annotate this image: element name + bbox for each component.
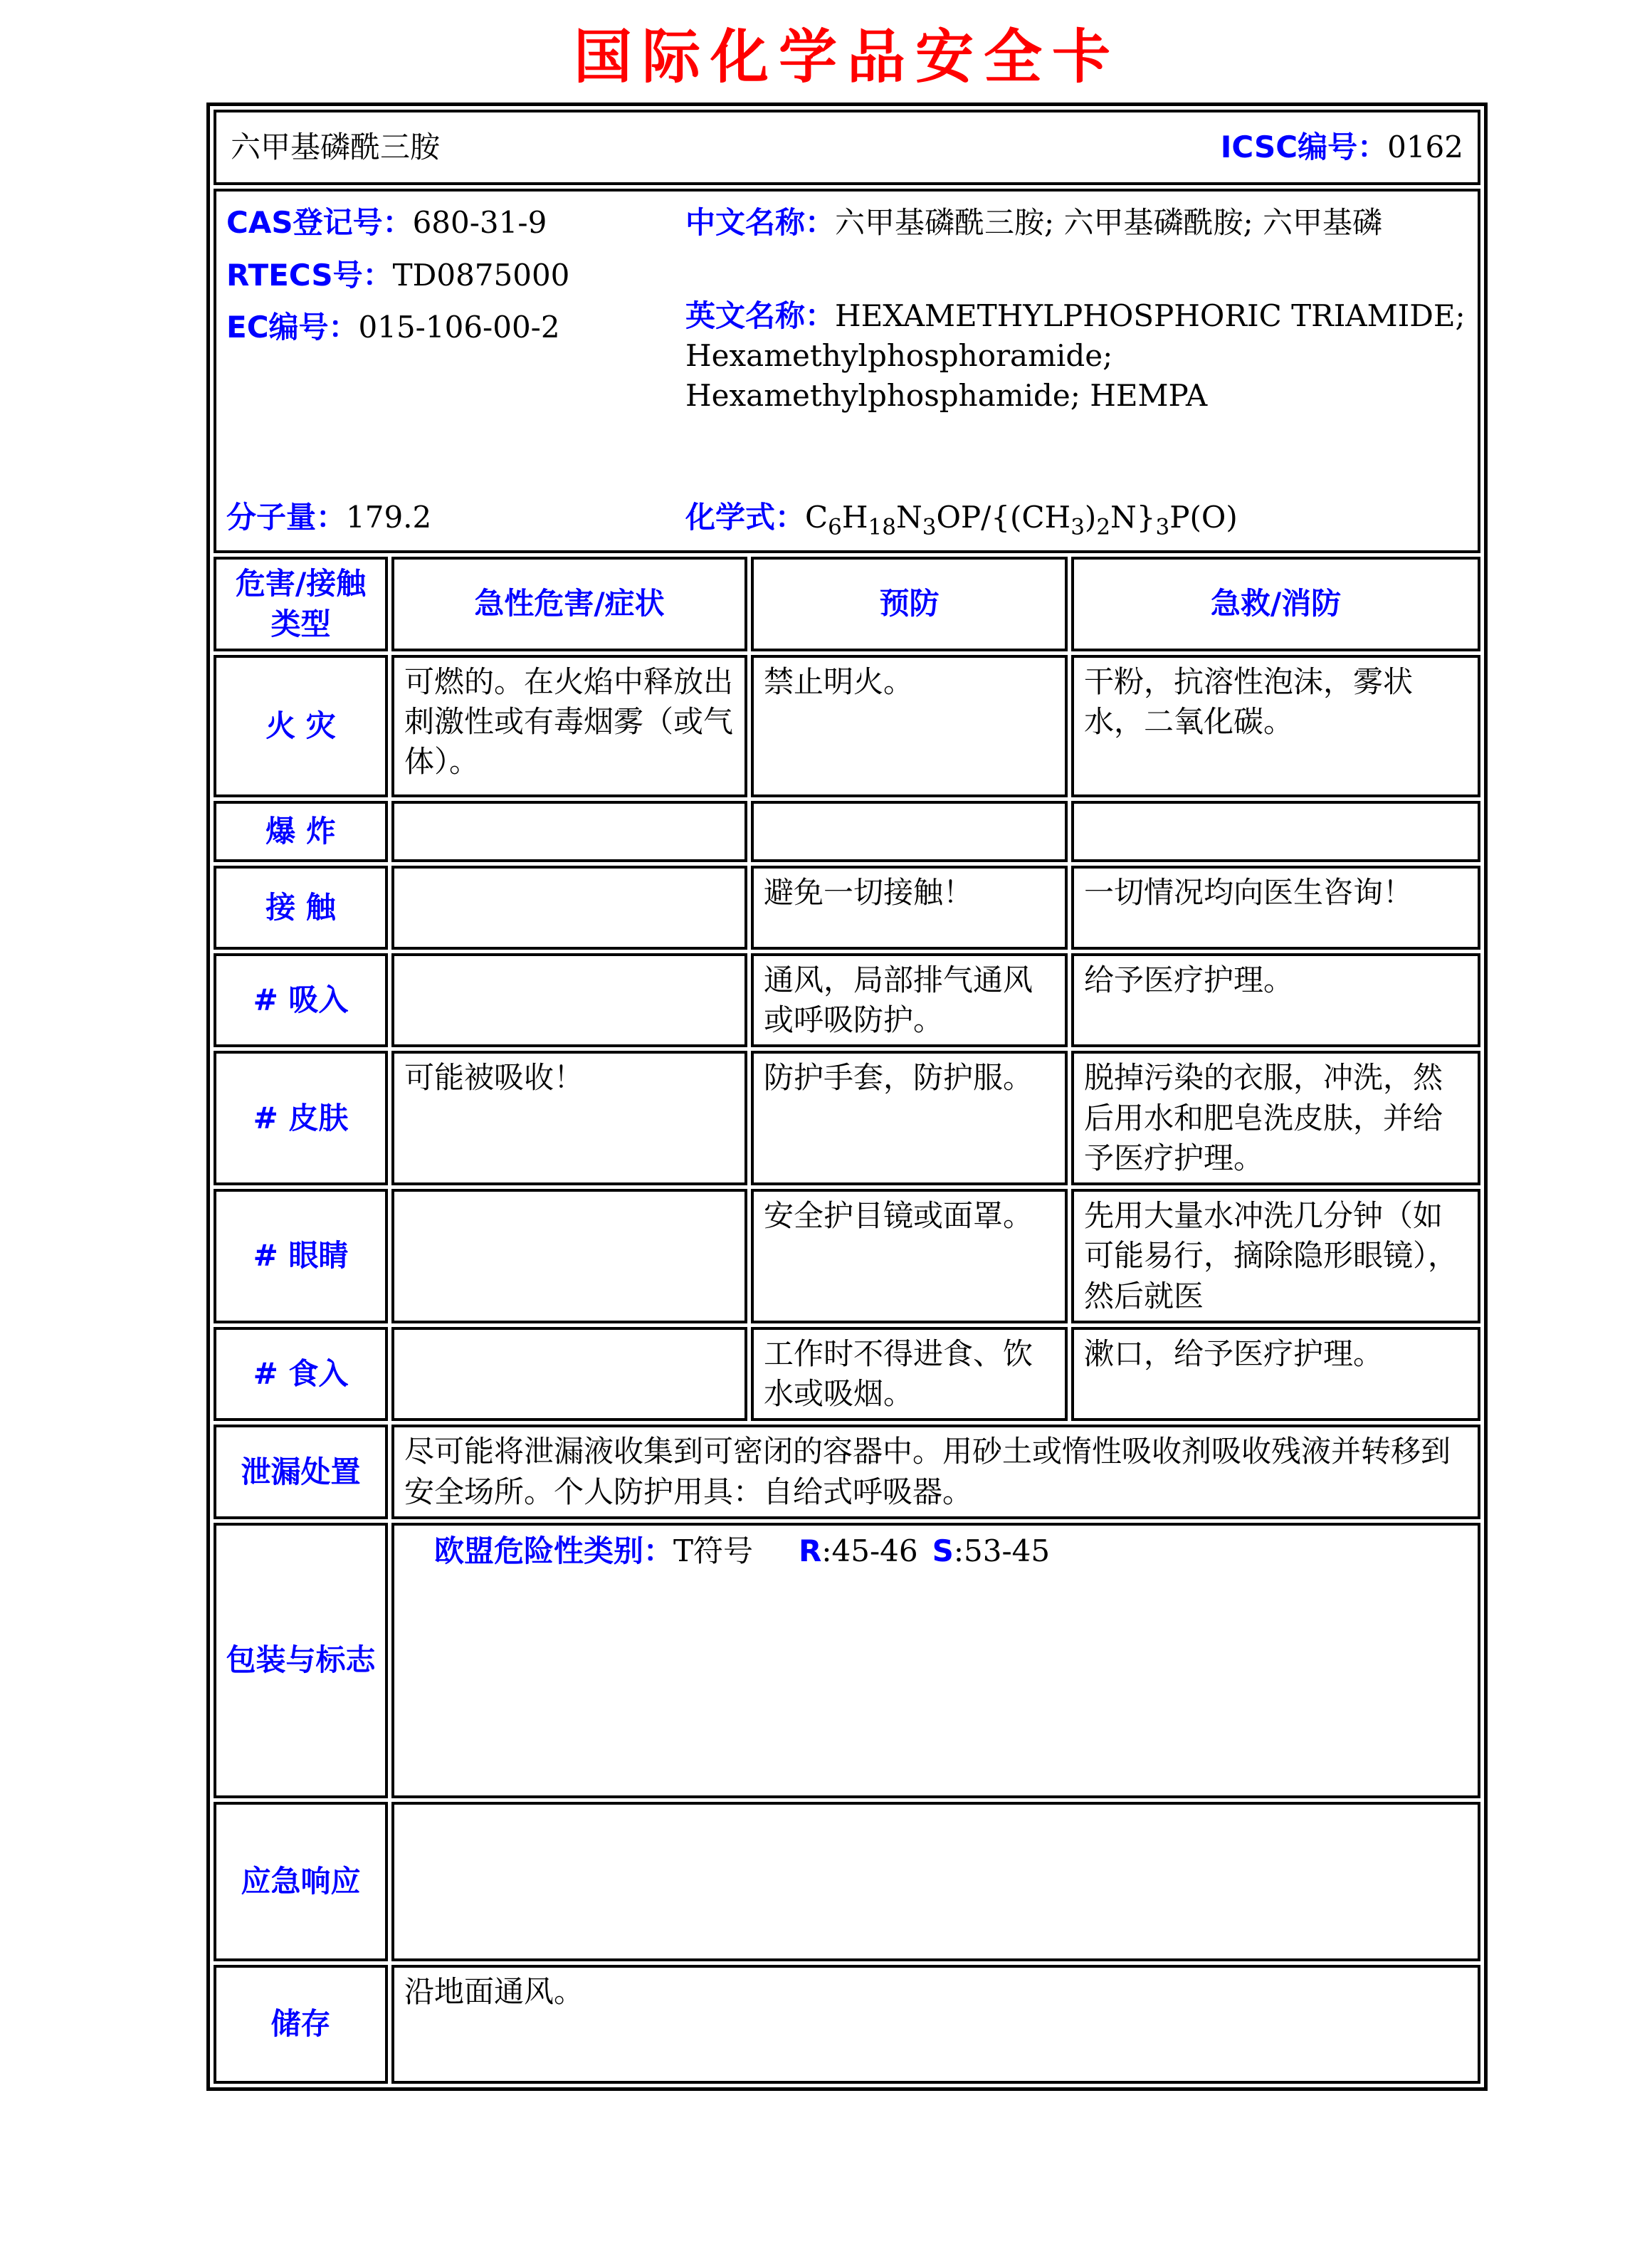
header-prevention: 预防: [751, 557, 1068, 651]
chemical-formula-label: 化学式：: [685, 500, 806, 535]
chemical-formula-value: $C_6H_{18}N_3OP/\{(CH_3)_2N\}_3P(O)$: [805, 500, 1238, 540]
molecular-weight-value: 179.2: [346, 500, 432, 535]
chinese-name-label: 中文名称：: [685, 205, 836, 241]
skin-symptoms: 可能被吸收！: [391, 1051, 747, 1185]
ec-number-label: EC编号：: [226, 309, 359, 345]
english-name-label: 英文名称：: [685, 298, 836, 333]
skin-first-aid: 脱掉污染的衣服，冲洗，然后用水和肥皂洗皮肤，并给予医疗护理。: [1071, 1051, 1480, 1185]
rtecs-number-line: [226, 256, 685, 295]
inhalation-symptoms: [391, 953, 747, 1048]
ingestion-label: # 食入: [214, 1327, 388, 1422]
ingestion-first-aid: 漱口，给予医疗护理。: [1071, 1327, 1480, 1422]
english-name-line2: Hexamethylphosphoramide;: [685, 337, 1113, 373]
eyes-first-aid: 先用大量水冲洗几分钟（如可能易行，摘除隐形眼镜），然后就医: [1071, 1189, 1480, 1323]
s-phrase-value: :53-45: [953, 1533, 1051, 1569]
eyes-label: # 眼睛: [214, 1189, 388, 1323]
icsc-number-label: ICSC编号：: [1220, 130, 1388, 165]
hazard-header-row: [214, 557, 1480, 651]
identification-row: [214, 189, 1480, 553]
storage-label: 储存: [214, 1965, 388, 2084]
identification-top: [226, 203, 1468, 416]
rtecs-number-label: RTECS号：: [226, 257, 393, 293]
emergency-response-row: [214, 1802, 1480, 1961]
substance-name-line: [226, 127, 1468, 167]
packaging-label: 包装与标志: [214, 1523, 388, 1798]
ec-number-value: 015-106-00-2: [358, 309, 560, 345]
title-wrap: [206, 24, 1488, 91]
eu-hazard-class-line: [404, 1530, 1468, 1571]
registry-ids: [226, 203, 685, 416]
explosion-prevention: [751, 801, 1068, 862]
header-acute-symptoms: 急性危害/症状: [391, 557, 747, 651]
hazard-row-contact: [214, 866, 1480, 950]
substance-name-cell: [214, 110, 1480, 185]
emergency-response-text: [391, 1802, 1480, 1961]
contact-label: 接 触: [214, 866, 388, 950]
packaging-content: [391, 1523, 1480, 1798]
eu-hazard-class-value: T符号: [673, 1533, 754, 1569]
spill-disposal-label: 泄漏处置: [214, 1425, 388, 1519]
eu-hazard-class-label: 欧盟危险性类别：: [434, 1533, 674, 1569]
icsc-number-value: 0162: [1387, 130, 1463, 165]
english-name-block: [685, 296, 1468, 416]
explosion-label: 爆 炸: [214, 801, 388, 862]
storage-text: 沿地面通风。: [391, 1965, 1480, 2084]
molecular-weight-line: [226, 498, 685, 537]
cas-number-label: CAS登记号：: [226, 205, 413, 241]
chemical-names: [685, 203, 1468, 416]
r-phrase-label: R: [799, 1533, 822, 1569]
eyes-symptoms: [391, 1189, 747, 1323]
skin-prevention: 防护手套，防护服。: [751, 1051, 1068, 1185]
hazard-row-inhalation: [214, 953, 1480, 1048]
emergency-response-label: 应急响应: [214, 1802, 388, 1961]
identification-cell: [214, 189, 1480, 553]
spill-disposal-text: 尽可能将泄漏液收集到可密闭的容器中。用砂土或惰性吸收剂吸收残液并转移到安全场所。个人防护用具：自给式呼吸器。: [391, 1425, 1480, 1519]
eyes-prevention: 安全护目镜或面罩。: [751, 1189, 1068, 1323]
hazard-row-ingestion: [214, 1327, 1480, 1422]
identification-bottom: [226, 498, 1468, 545]
inhalation-first-aid: 给予医疗护理。: [1071, 953, 1480, 1048]
s-phrase-label: S: [932, 1533, 954, 1569]
inhalation-label: # 吸入: [214, 953, 388, 1048]
ingestion-prevention: 工作时不得进食、饮水或吸烟。: [751, 1327, 1068, 1422]
packaging-row: [214, 1523, 1480, 1798]
rtecs-number-value: TD0875000: [392, 257, 570, 293]
hazard-row-explosion: [214, 801, 1480, 862]
explosion-symptoms: [391, 801, 747, 862]
chinese-name-block: [685, 203, 1468, 243]
contact-first-aid: 一切情况均向医生咨询！: [1071, 866, 1480, 950]
english-name-line1: [685, 296, 1468, 336]
icsc-card-table: [206, 103, 1488, 2091]
r-phrase-value: :45-46: [821, 1533, 918, 1569]
identification-wrap: [226, 196, 1468, 545]
fire-first-aid: 干粉，抗溶性泡沫，雾状水，二氧化碳。: [1071, 655, 1480, 797]
hazard-row-fire: [214, 655, 1480, 797]
storage-row: [214, 1965, 1480, 2084]
cas-number-value: 680-31-9: [412, 205, 547, 241]
ingestion-symptoms: [391, 1327, 747, 1422]
fire-prevention: 禁止明火。: [751, 655, 1068, 797]
contact-prevention: 避免一切接触！: [751, 866, 1068, 950]
contact-symptoms: [391, 866, 747, 950]
chinese-name-value: 六甲基磷酰三胺; 六甲基磷酰胺; 六甲基磷: [835, 205, 1383, 241]
cas-number-line: [226, 203, 685, 243]
icsc-number-group: [1221, 127, 1463, 167]
explosion-first-aid: [1071, 801, 1480, 862]
hazard-row-skin: [214, 1051, 1480, 1185]
page-title: 国际化学品安全卡: [573, 23, 1120, 91]
ec-number-line: [226, 308, 685, 347]
skin-label: # 皮肤: [214, 1051, 388, 1185]
chemical-formula-line: [685, 498, 1468, 540]
fire-label: 火 灾: [214, 655, 388, 797]
header-first-aid: 急救/消防: [1071, 557, 1480, 651]
header-hazard-type: 危害/接触类型: [214, 557, 388, 651]
fire-symptoms: 可燃的。在火焰中释放出刺激性或有毒烟雾（或气体）。: [391, 655, 747, 797]
inhalation-prevention: 通风，局部排气通风或呼吸防护。: [751, 953, 1068, 1048]
english-name-line3: Hexamethylphosphamide; HEMPA: [685, 378, 1208, 414]
substance-name-row: [214, 110, 1480, 185]
spill-disposal-row: [214, 1425, 1480, 1519]
substance-name: 六甲基磷酰三胺: [231, 130, 441, 165]
hazard-row-eyes: [214, 1189, 1480, 1323]
english-name-value1: HEXAMETHYLPHOSPHORIC TRIAMIDE;: [835, 298, 1466, 333]
molecular-weight-label: 分子量：: [226, 500, 347, 535]
